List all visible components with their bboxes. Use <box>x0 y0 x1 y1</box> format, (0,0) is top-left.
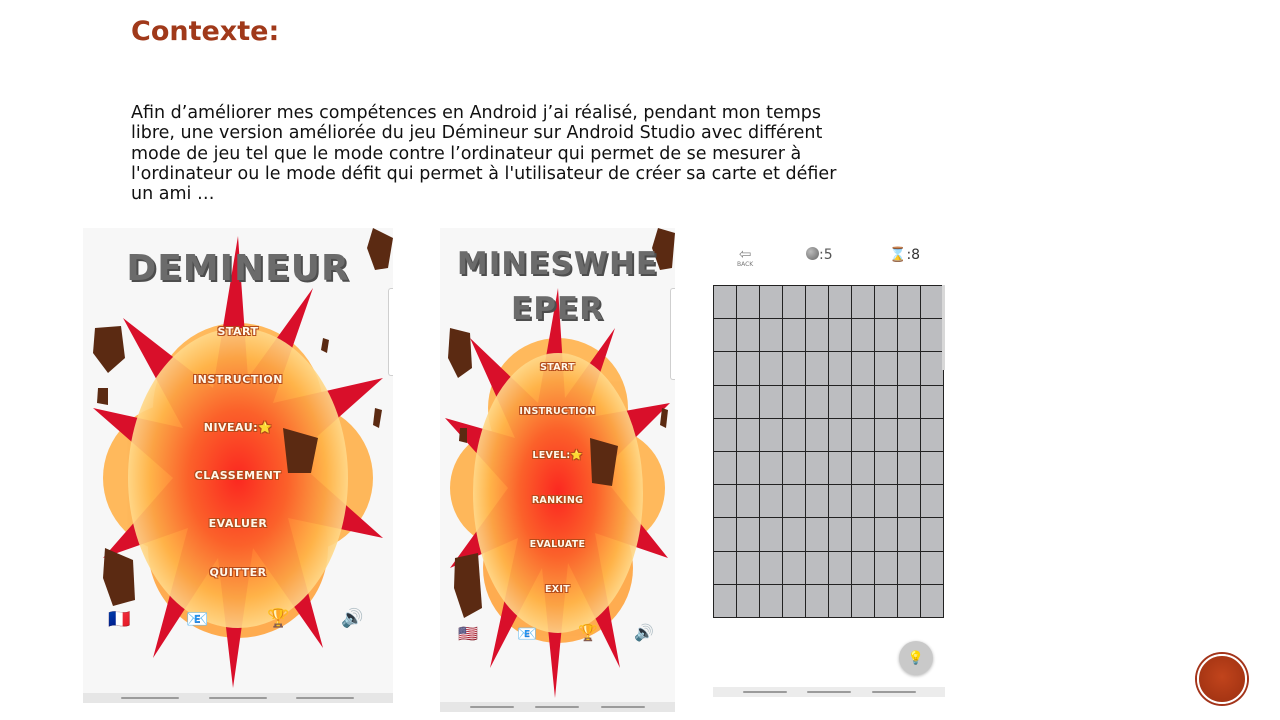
mine-cell[interactable] <box>783 585 806 618</box>
mine-cell[interactable] <box>921 452 944 485</box>
mine-cell[interactable] <box>760 386 783 419</box>
mine-cell[interactable] <box>760 286 783 319</box>
game-title: DEMINEUR <box>126 248 350 289</box>
mine-cell[interactable] <box>898 352 921 385</box>
mine-cell[interactable] <box>806 452 829 485</box>
slide-body-text: Afin d’améliorer mes compétences en Android j’ai réalisé, pendant mon temps libre, une version améliorée du jeu Démineur sur Android Studio avec différent mode de jeu tel que le mode contre l’ordinateur qui permet de se mesurer à l'ordinateur ou le mode défit qui permet à l'utilisateur de créer sa carte et défier un ami … <box>131 103 837 205</box>
mine-cell[interactable] <box>806 552 829 585</box>
mine-cell[interactable] <box>829 552 852 585</box>
mine-cell[interactable] <box>898 485 921 518</box>
mine-cell[interactable] <box>898 518 921 551</box>
menu-quit-button[interactable]: QUITTER <box>209 566 267 579</box>
mine-cell[interactable] <box>921 386 944 419</box>
mine-count-value: :5 <box>819 247 833 263</box>
mine-cell[interactable] <box>829 352 852 385</box>
mine-cell[interactable] <box>760 518 783 551</box>
bomb-icon <box>806 247 819 260</box>
mine-cell[interactable] <box>760 352 783 385</box>
mine-cell[interactable] <box>829 319 852 352</box>
speaker-icon[interactable]: 🔊 <box>634 623 654 642</box>
mine-cell[interactable] <box>783 485 806 518</box>
mine-cell[interactable] <box>760 452 783 485</box>
nav-indicator <box>470 706 514 708</box>
mine-cell[interactable] <box>898 286 921 319</box>
mine-cell[interactable] <box>875 319 898 352</box>
mine-cell[interactable] <box>737 352 760 385</box>
menu-ranking-button[interactable]: CLASSEMENT <box>194 469 282 482</box>
mine-cell[interactable] <box>806 319 829 352</box>
mine-cell[interactable] <box>875 552 898 585</box>
back-button[interactable] <box>737 247 753 268</box>
mine-counter <box>806 247 833 263</box>
android-nav-bar <box>440 702 675 712</box>
mine-cell[interactable] <box>714 452 737 485</box>
side-panel-tab[interactable] <box>388 288 393 376</box>
mine-cell[interactable] <box>921 485 944 518</box>
mine-cell[interactable] <box>852 485 875 518</box>
trophy-icon[interactable]: 🏆 <box>267 608 290 629</box>
mine-cell[interactable] <box>806 352 829 385</box>
mine-cell[interactable] <box>875 452 898 485</box>
mine-cell[interactable] <box>737 452 760 485</box>
menu-evaluate-button[interactable]: EVALUER <box>208 517 268 530</box>
mine-cell[interactable] <box>898 386 921 419</box>
mine-cell[interactable] <box>714 286 737 319</box>
mine-cell[interactable] <box>875 485 898 518</box>
mine-cell[interactable] <box>714 386 737 419</box>
hint-icon: 💡 <box>907 650 925 666</box>
explosion-illustration <box>83 228 393 703</box>
mine-cell[interactable] <box>829 585 852 618</box>
mine-cell[interactable] <box>829 286 852 319</box>
mine-cell[interactable] <box>875 518 898 551</box>
mine-cell[interactable] <box>875 585 898 618</box>
nav-indicator <box>601 706 645 708</box>
mine-cell[interactable] <box>898 419 921 452</box>
mine-cell[interactable] <box>921 352 944 385</box>
game-title-line-1: MINESWHE <box>456 246 659 282</box>
scrollbar-thumb[interactable] <box>942 285 945 370</box>
mine-cell[interactable] <box>737 419 760 452</box>
email-icon[interactable]: 📧 <box>517 624 537 643</box>
mine-cell[interactable] <box>829 485 852 518</box>
mine-cell[interactable] <box>783 319 806 352</box>
mine-cell[interactable] <box>852 419 875 452</box>
screenshot-home-french <box>83 228 393 703</box>
mine-cell[interactable] <box>829 386 852 419</box>
mine-cell[interactable] <box>806 585 829 618</box>
mine-cell[interactable] <box>760 585 783 618</box>
mine-cell[interactable] <box>783 352 806 385</box>
mine-cell[interactable] <box>760 485 783 518</box>
android-nav-bar <box>713 687 945 697</box>
side-panel-tab[interactable] <box>670 288 675 380</box>
mine-cell[interactable] <box>806 386 829 419</box>
nav-indicator <box>209 697 267 699</box>
mine-cell[interactable] <box>898 452 921 485</box>
mine-cell[interactable] <box>783 419 806 452</box>
menu-exit-button[interactable]: EXIT <box>544 584 571 595</box>
mine-cell[interactable] <box>852 585 875 618</box>
mine-cell[interactable] <box>921 518 944 551</box>
mine-cell[interactable] <box>783 452 806 485</box>
mine-cell[interactable] <box>829 452 852 485</box>
mine-cell[interactable] <box>737 585 760 618</box>
menu-level-button[interactable]: NIVEAU:⭐ <box>203 421 273 434</box>
hint-button[interactable] <box>899 641 933 675</box>
mine-cell[interactable] <box>737 518 760 551</box>
mine-cell[interactable] <box>852 319 875 352</box>
mine-cell[interactable] <box>783 518 806 551</box>
next-slide-button[interactable] <box>1197 654 1247 704</box>
mine-cell[interactable] <box>714 419 737 452</box>
mine-cell[interactable] <box>898 319 921 352</box>
nav-indicator <box>872 691 916 693</box>
screenshot-home-english <box>440 228 675 712</box>
mine-cell[interactable] <box>760 319 783 352</box>
mine-cell[interactable] <box>783 386 806 419</box>
mine-cell[interactable] <box>898 552 921 585</box>
mine-cell[interactable] <box>737 386 760 419</box>
menu-instruction-button[interactable]: INSTRUCTION <box>519 406 596 417</box>
email-icon[interactable]: 📧 <box>186 609 209 630</box>
mine-cell[interactable] <box>737 286 760 319</box>
mine-cell[interactable] <box>921 286 944 319</box>
mine-cell[interactable] <box>875 386 898 419</box>
mine-cell[interactable] <box>714 518 737 551</box>
mine-cell[interactable] <box>737 485 760 518</box>
mine-cell[interactable] <box>921 585 944 618</box>
nav-indicator <box>535 706 579 708</box>
menu-instruction-button[interactable]: INSTRUCTION <box>193 373 283 386</box>
mine-cell[interactable] <box>783 552 806 585</box>
nav-indicator <box>807 691 851 693</box>
menu-ranking-button[interactable]: RANKING <box>531 495 584 506</box>
back-label: BACK <box>737 261 754 268</box>
mine-cell[interactable] <box>714 585 737 618</box>
trophy-icon[interactable]: 🏆 <box>578 623 598 642</box>
mine-cell[interactable] <box>852 386 875 419</box>
mine-cell[interactable] <box>714 485 737 518</box>
speaker-icon[interactable]: 🔊 <box>341 608 364 629</box>
french-flag-icon[interactable]: 🇫🇷 <box>108 609 131 630</box>
mine-cell[interactable] <box>714 552 737 585</box>
mine-cell[interactable] <box>852 452 875 485</box>
mine-cell[interactable] <box>852 286 875 319</box>
mine-cell[interactable] <box>875 419 898 452</box>
mine-cell[interactable] <box>806 419 829 452</box>
game-title-line-2: EPER <box>511 291 604 327</box>
mine-cell[interactable] <box>737 319 760 352</box>
mine-cell[interactable] <box>921 552 944 585</box>
mine-cell[interactable] <box>852 552 875 585</box>
timer-value: :8 <box>906 247 921 263</box>
mine-cell[interactable] <box>714 319 737 352</box>
mine-cell[interactable] <box>829 419 852 452</box>
mine-cell[interactable] <box>852 518 875 551</box>
mine-cell[interactable] <box>921 319 944 352</box>
mine-cell[interactable] <box>806 518 829 551</box>
mine-cell[interactable] <box>921 419 944 452</box>
android-nav-bar <box>83 693 393 703</box>
slide-title: Contexte: <box>131 16 280 47</box>
timer <box>889 247 920 263</box>
nav-indicator <box>743 691 787 693</box>
screenshot-game-board <box>713 235 945 697</box>
mine-cell[interactable] <box>852 352 875 385</box>
mine-cell[interactable] <box>875 286 898 319</box>
mine-cell[interactable] <box>806 485 829 518</box>
mine-cell[interactable] <box>760 419 783 452</box>
mine-cell[interactable] <box>783 286 806 319</box>
menu-evaluate-button[interactable]: EVALUATE <box>529 539 586 550</box>
mine-cell[interactable] <box>898 585 921 618</box>
mine-cell[interactable] <box>760 552 783 585</box>
mine-cell[interactable] <box>875 352 898 385</box>
menu-level-button[interactable]: LEVEL:⭐ <box>532 450 583 461</box>
mine-cell[interactable] <box>806 286 829 319</box>
back-arrow-icon: ⇦ <box>738 245 752 263</box>
mine-cell[interactable] <box>714 352 737 385</box>
nav-indicator <box>121 697 179 699</box>
menu-start-button[interactable]: START <box>217 325 259 338</box>
menu-start-button[interactable]: START <box>540 362 575 373</box>
hourglass-icon: ⌛ <box>889 247 907 263</box>
minefield-grid <box>713 285 944 618</box>
us-flag-icon[interactable]: 🇺🇸 <box>458 624 478 643</box>
mine-cell[interactable] <box>737 552 760 585</box>
nav-indicator <box>296 697 354 699</box>
mine-cell[interactable] <box>829 518 852 551</box>
